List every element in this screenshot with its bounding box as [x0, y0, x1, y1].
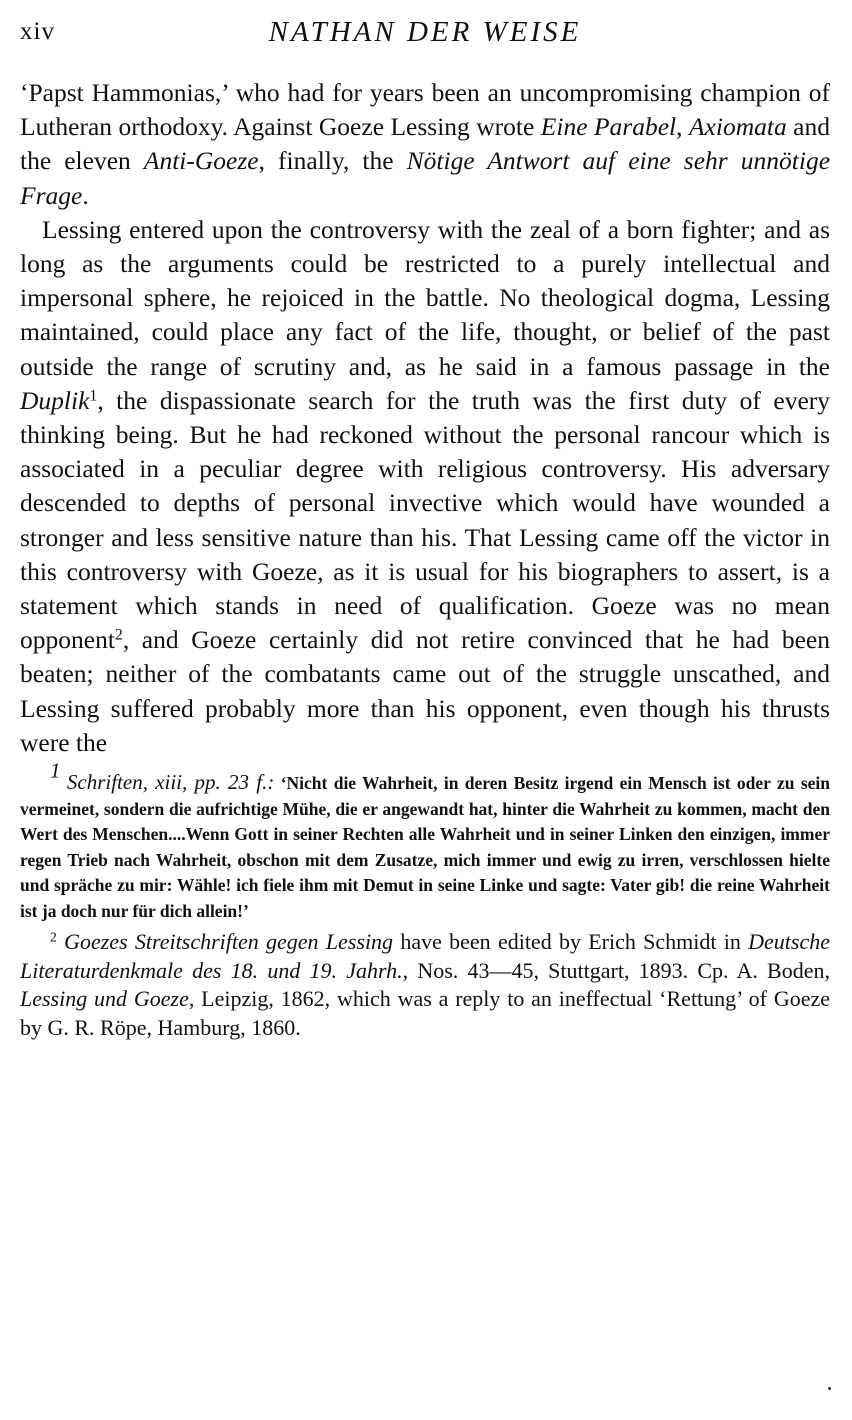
footnote-quote: ‘Nicht die Wahrheit, in deren Besitz irgend ein Mensch ist oder zu sein vermeinet, sondern die aufrichtige Mühe, die er angewandt hat, hinter die Wahrheit zu kommen, macht den Wert des Menschen....Wenn Gott in seiner Rechten alle Wahrheit und in seiner Linken den einzigen, immer regen Trieb nach Wahrheit, obschon mit dem Zusatze, mich immer und ewig zu irren, verschlossen hielte und spräche zu mir: Wähle! ich fiele ihm mit Demut in seine Linke und sagte: Vater gib! die reine Wahrheit ist ja doch nur für dich allein!’: [20, 773, 831, 921]
text-run: , Leipzig, 1862, which was a reply to an ineffectual ‘Rettung’ of Goeze by G. R. Röpe, Hamburg, 1860.: [20, 986, 831, 1040]
text-run: Lessing entered upon the controversy with the zeal of a born fighter; and as long as the arguments could be restricted to a purely intellectual and impersonal sphere, he rejoiced in the battle. No theological dogma, Lessing maintained, could place any fact of the life, thought, or belief of the past outside the range of scrutiny and, as he said in a famous passage in the: [20, 214, 830, 381]
page-number: xiv: [20, 18, 55, 45]
text-run: , the dispassionate search for the truth was the first duty of every thinking being. But he had reckoned without the personal rancour which is associated in a peculiar degree with religious controversy. His adversary descended to depths of personal invective which would have wounded a stronger and less sensitive nature than his. That Lessing came off the victor in this controversy with Goeze, as it is usual for his biographers to assert, is a statement which stands in need of qualification. Goeze was no mean opponent: [20, 385, 830, 655]
italic-title: Goezes Streitschriften gegen Lessing: [64, 929, 394, 955]
text-run: and the eleven: [20, 112, 830, 176]
text-run: have been edited by Erich Schmidt in: [393, 929, 749, 955]
italic-title: Duplik: [20, 385, 90, 415]
paragraph-2: [20, 213, 830, 760]
italic-title: Axiomata: [688, 112, 787, 142]
body-text: [20, 76, 830, 760]
italic-title: Anti-Goeze: [143, 146, 259, 176]
paragraph-1: [20, 76, 830, 213]
italic-title: Nötige Antwort auf eine sehr unnötige Frage: [20, 146, 831, 210]
text-run: , finally, the: [258, 146, 407, 176]
text-run: ,: [676, 112, 689, 142]
footnote-ref: 2: [114, 626, 123, 644]
footnote-ref-text: , xiii, pp. 23 f.:: [142, 770, 275, 795]
footnote-2: [20, 928, 830, 1042]
italic-title: Eine Parabel: [540, 112, 677, 142]
text-run: .: [82, 180, 89, 210]
footnotes: [20, 758, 831, 1042]
footnote-marker: 2: [50, 929, 57, 945]
text-run: , and Goeze certainly did not retire convinced that he had been beaten; neither of the combatants came out of the struggle unscathed, and Lessing suffered probably more than his opponent, even though his thrusts were the: [20, 625, 830, 757]
italic-title: Deutsche Literaturdenkmale des 18. und 19. Jahrh.: [20, 929, 831, 983]
page: [20, 12, 830, 1042]
text-run: , Nos. 43—45, Stuttgart, 1893. Cp. A. Boden,: [402, 957, 830, 983]
footnote-source: Schriften: [66, 770, 143, 795]
page-header: [20, 12, 830, 52]
italic-title: Lessing und Goeze: [20, 986, 189, 1012]
footnote-ref: 1: [89, 387, 98, 405]
text-run: ‘Papst Hammonias,’ who had for years been an uncompromising champion of Lutheran orthodoxy. Against Goeze Lessing wrote: [20, 78, 830, 142]
running-title: NATHAN DER WEISE: [268, 16, 582, 48]
footnote-1: [20, 758, 831, 924]
footnote-marker: 1: [50, 758, 61, 783]
stray-mark: [828, 1387, 831, 1390]
